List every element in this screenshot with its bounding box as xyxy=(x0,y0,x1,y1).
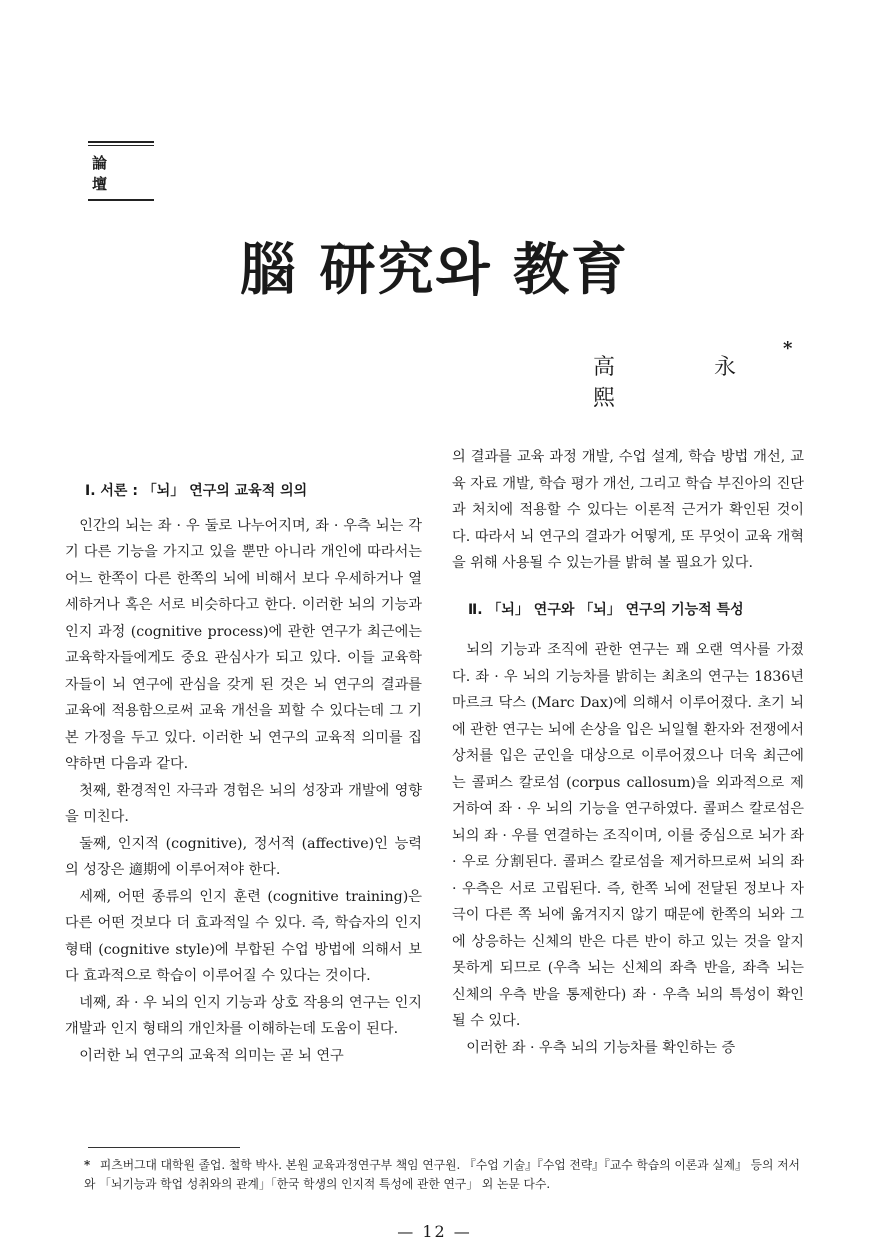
paragraph: 첫째, 환경적인 자극과 경험은 뇌의 성장과 개발에 영향을 미친다. xyxy=(65,782,422,825)
section-tag xyxy=(88,141,154,201)
author-name: 高 永 熙 xyxy=(593,355,782,411)
author-footnote-mark: * xyxy=(783,338,793,359)
footnote-divider xyxy=(88,1147,240,1148)
paragraph-continued: 의 결과를 교육 과정 개발, 수업 설계, 학습 방법 개선, 교육 자료 개발, 학습 평가 개선, 그리고 학습 부진아의 진단과 처치에 적용할 수 있다는 이론적 근거가 확인된 것이다. 따라서 뇌 연구의 결과가 어떻게, 또 무엇이 교육 개혁을 위해 사용될 수 있는가를 밝혀 볼 필요가 있다. xyxy=(452,449,804,571)
paragraph: 뇌의 기능과 조직에 관한 연구는 꽤 오랜 역사를 가졌다. 좌 · 우 뇌의 기능차를 밝히는 최초의 연구는 1836년 마르크 닥스 (Marc Dax)에 의해서 이루어졌다. 초기 뇌에 관한 연구는 뇌에 손상을 입은 뇌일혈 환자와 전쟁에서 상처를 입은 군인을 대상으로 이루어졌으나 더욱 최근에는 콜퍼스 칼로섬 (corpus callosum)을 외과적으로 제거하여 좌 · 우 뇌의 기능을 연구하였다. 콜퍼스 칼로섬은 뇌의 좌 · 우를 연결하는 조직이며, 이를 중심으로 뇌가 좌 · 우로 分割된다. 콜퍼스 칼로섬을 제거하므로써 뇌의 좌 · 우측은 서로 고립된다. 즉, 한쪽 뇌에 전달된 정보나 자극이 다른 쪽 뇌에 옮겨지지 않기 때문에 한쪽의 뇌와 그에 상응하는 신체의 반은 다른 반이 하고 있는 것을 알지 못하게 되므로 (우측 뇌는 신체의 좌측 반을, 좌측 뇌는 신체의 우측 반을 통제한다) 좌 · 우측 뇌의 특성이 확인될 수 있다. xyxy=(452,642,804,1029)
footnote-mark: * xyxy=(84,1158,91,1172)
paragraph: 네째, 좌 · 우 뇌의 인지 기능과 상호 작용의 연구는 인지 개발과 인지 형태의 개인차를 이해하는데 도움이 된다. xyxy=(65,994,422,1037)
section-tag-label: 論 壇 xyxy=(92,154,117,193)
left-column xyxy=(65,478,422,1069)
right-column xyxy=(452,444,804,1061)
paragraph: 세째, 어떤 종류의 인지 훈련 (cognitive training)은 다른 어떤 것보다 더 효과적일 수 있다. 즉, 학습자의 인지 형태 (cognitive style)에 부합된 수업 방법에 의해서 보다 효과적으로 학습이 이루어질 수 있다는 것이다. xyxy=(65,888,422,984)
footnote-text: 피츠버그대 대학원 졸업. 철학 박사. 본원 교육과정연구부 책임 연구원. 『수업 기술』『수업 전략』『교수 학습의 이론과 실제』 등의 저서와 「뇌기능과 학업 성취와의 관계」「한국 학생의 인지적 특성에 관한 연구」 외 논문 다수. xyxy=(84,1158,800,1191)
section-tag-rule-bottom xyxy=(88,199,154,201)
article-title: 腦 研究와 教育 xyxy=(239,237,630,303)
page-number: — 12 — xyxy=(397,1222,472,1241)
author-footnote xyxy=(84,1156,804,1194)
paragraph: 인간의 뇌는 좌 · 우 둘로 나누어지며, 좌 · 우측 뇌는 각기 다른 기능을 가지고 있을 뿐만 아니라 개인에 따라서는 어느 한쪽이 다른 한쪽의 뇌에 비해서 보다 우세하거나 열세하거나 혹은 서로 비슷하다고 한다. 이러한 뇌의 기능과 인지 과정 (cognitive process)에 관한 연구가 최근에는 교육학자들에게도 중요 관심사가 되고 있다. 이들 교육학자들이 뇌 연구에 관심을 갖게 된 것은 뇌 연구의 결과를 교육에 적용함으로써 교육 개선을 꾀할 수 있다는데 그 기본 가정을 두고 있다. 이러한 뇌 연구의 교육적 의미를 집약하면 다음과 같다. xyxy=(65,517,422,772)
paragraph: 둘째, 인지적 (cognitive), 정서적 (affective)인 능력의 성장은 適期에 이루어져야 한다. xyxy=(65,835,422,878)
paragraph: 이러한 좌 · 우측 뇌의 기능차를 확인하는 증 xyxy=(466,1039,736,1056)
section-1-heading: Ⅰ. 서론 : 「뇌」 연구의 교육적 의의 xyxy=(85,483,308,499)
section-tag-rule-top xyxy=(88,141,154,143)
paragraph: 이러한 뇌 연구의 교육적 의미는 곧 뇌 연구 xyxy=(79,1047,344,1064)
section-2-heading: Ⅱ. 「뇌」 연구와 「뇌」 연구의 기능적 특성 xyxy=(468,601,744,618)
